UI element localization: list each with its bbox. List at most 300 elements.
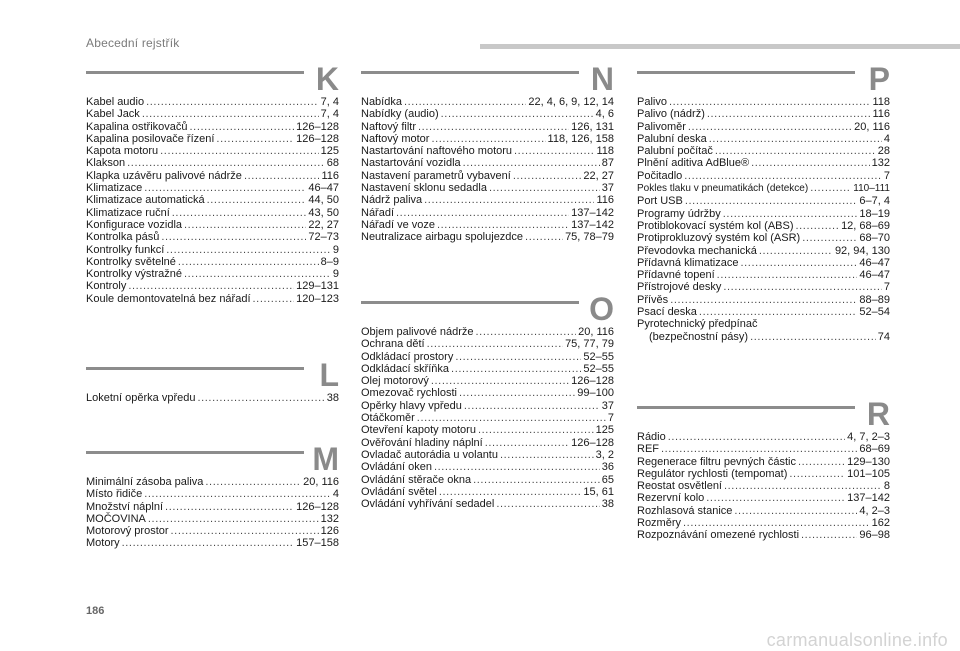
index-entry[interactable] bbox=[86, 182, 339, 194]
index-entry[interactable] bbox=[637, 443, 890, 455]
entry-page-ref[interactable]: 116 bbox=[596, 194, 614, 207]
entry-page-ref[interactable]: 129–130 bbox=[847, 455, 890, 468]
dot-leader bbox=[478, 424, 594, 436]
entry-page-ref[interactable]: 96–98 bbox=[859, 529, 890, 542]
dot-leader bbox=[146, 96, 319, 108]
entry-page-ref[interactable]: 126 bbox=[320, 525, 339, 538]
entry-label: REF bbox=[637, 443, 659, 456]
entry-label: Kabel Jack bbox=[86, 108, 140, 121]
section-rule bbox=[86, 451, 304, 454]
dot-leader bbox=[434, 461, 600, 473]
section-header bbox=[86, 62, 339, 96]
entry-page-ref[interactable]: 126–128 bbox=[296, 500, 339, 513]
index-entry[interactable] bbox=[361, 194, 614, 206]
entry-label: Olej motorový bbox=[361, 375, 429, 388]
index-entry[interactable] bbox=[637, 208, 890, 220]
entry-page-ref[interactable]: 137–142 bbox=[571, 218, 614, 231]
index-entry[interactable] bbox=[361, 133, 614, 145]
entry-label: Rozpoznávání omezené rychlosti bbox=[637, 529, 800, 542]
entry-label: Konfigurace vozidla bbox=[86, 218, 183, 231]
entry-label: Místo řidiče bbox=[86, 488, 143, 501]
index-entry[interactable] bbox=[637, 257, 890, 269]
dot-leader bbox=[142, 108, 319, 120]
index-entry[interactable] bbox=[86, 488, 339, 500]
entry-page-ref[interactable]: 46–47 bbox=[308, 182, 339, 195]
index-entry[interactable] bbox=[361, 474, 614, 486]
index-entry[interactable] bbox=[637, 133, 890, 145]
entry-page-ref[interactable]: 9 bbox=[332, 268, 339, 281]
dot-leader bbox=[424, 194, 594, 206]
entry-page-ref[interactable]: 52–55 bbox=[583, 350, 614, 363]
section-letter: L bbox=[319, 357, 339, 393]
dot-leader bbox=[197, 392, 324, 404]
entry-label: Přístrojové desky bbox=[637, 281, 722, 294]
entry-label: Kontrolka pásů bbox=[86, 231, 160, 244]
page-title: Abecední rejstřík bbox=[86, 36, 180, 50]
entry-page-ref[interactable]: 22, 4, 6, 9, 12, 14 bbox=[528, 96, 614, 108]
entry-label: Loketní opěrka vpředu bbox=[86, 392, 196, 404]
index-entry[interactable] bbox=[637, 170, 890, 182]
entry-label: Rozměry bbox=[637, 517, 682, 530]
index-entry[interactable] bbox=[637, 318, 890, 330]
index-entry[interactable] bbox=[637, 480, 890, 492]
entry-page-ref[interactable]: 118 bbox=[596, 145, 614, 158]
entry-label: MOČOVINA bbox=[86, 512, 146, 525]
index-entry[interactable] bbox=[86, 513, 339, 525]
dot-leader bbox=[127, 157, 325, 169]
entry-label: Ovládání oken bbox=[361, 461, 432, 474]
entry-label: Pokles tlaku v pneumatikách (detekce) bbox=[637, 183, 809, 195]
dot-leader bbox=[441, 108, 594, 120]
index-entry[interactable] bbox=[86, 392, 339, 404]
entry-label: Palivo (nádrž) bbox=[637, 108, 705, 121]
entry-page-ref[interactable]: 72–73 bbox=[308, 231, 339, 244]
entry-page-ref[interactable]: 38 bbox=[326, 392, 339, 404]
entry-page-ref[interactable]: 75, 78–79 bbox=[565, 231, 614, 244]
index-entry[interactable] bbox=[86, 231, 339, 243]
dot-leader bbox=[128, 280, 294, 292]
index-entry[interactable] bbox=[86, 501, 339, 513]
index-entry[interactable] bbox=[361, 461, 614, 473]
index-entry[interactable] bbox=[637, 456, 890, 468]
entry-label: Převodovka mechanická bbox=[637, 244, 757, 257]
entry-label: Rezervní kolo bbox=[637, 492, 705, 505]
entry-label: Naftový filtr bbox=[361, 120, 417, 133]
entry-page-ref[interactable]: 88–89 bbox=[859, 293, 890, 306]
entry-page-ref[interactable]: 110–111 bbox=[853, 183, 890, 195]
entry-label: Nářadí ve voze bbox=[361, 218, 435, 231]
dot-leader bbox=[715, 145, 876, 157]
entry-label: Regenerace filtru pevných částic bbox=[637, 455, 796, 468]
dot-leader bbox=[253, 293, 295, 305]
dot-leader bbox=[178, 256, 319, 268]
entry-page-ref[interactable]: 137–142 bbox=[847, 492, 890, 505]
dot-leader bbox=[427, 338, 563, 350]
entry-label: Kapalina posilovače řízení bbox=[86, 132, 215, 145]
entry-label: Nářadí bbox=[361, 206, 395, 219]
dot-leader bbox=[717, 269, 858, 281]
entry-page-ref[interactable]: 126–128 bbox=[296, 120, 339, 133]
index-entry[interactable] bbox=[637, 121, 890, 133]
entry-page-ref[interactable]: 4 bbox=[332, 488, 339, 501]
index-entry[interactable] bbox=[86, 280, 339, 292]
dot-leader bbox=[796, 220, 840, 232]
index-entry[interactable] bbox=[361, 363, 614, 375]
index-entry[interactable] bbox=[637, 431, 890, 443]
entry-label: Motory bbox=[86, 537, 120, 550]
watermark: carmanualsonline.info bbox=[766, 630, 948, 650]
entry-list bbox=[637, 96, 890, 343]
entry-page-ref[interactable]: 9 bbox=[332, 243, 339, 256]
index-entry[interactable] bbox=[86, 133, 339, 145]
entry-label: Regulátor rychlosti (tempomat) bbox=[637, 467, 788, 480]
dot-leader bbox=[661, 443, 857, 455]
entry-page-ref[interactable]: 162 bbox=[871, 517, 890, 530]
index-section-m bbox=[86, 442, 339, 550]
dot-leader bbox=[723, 281, 882, 293]
entry-page-ref[interactable]: 68–70 bbox=[859, 232, 890, 245]
index-entry[interactable] bbox=[637, 108, 890, 120]
index-section-r bbox=[637, 397, 890, 542]
entry-page-ref[interactable]: 120–123 bbox=[296, 292, 339, 305]
entry-label: Kapota motoru bbox=[86, 145, 159, 158]
dot-leader bbox=[184, 219, 306, 231]
entry-label: Kontroly bbox=[86, 280, 127, 293]
index-entry[interactable] bbox=[361, 207, 614, 219]
index-entry[interactable] bbox=[637, 529, 890, 541]
entry-page-ref[interactable]: 75, 77, 79 bbox=[565, 338, 614, 351]
entry-label: Nabídky (audio) bbox=[361, 108, 439, 121]
entry-page-ref[interactable]: 99–100 bbox=[577, 387, 614, 400]
dot-leader bbox=[489, 182, 600, 194]
entry-label: Klimatizace bbox=[86, 182, 143, 195]
page-header bbox=[0, 0, 960, 50]
dot-leader bbox=[122, 537, 295, 549]
entry-page-ref[interactable]: 28 bbox=[877, 145, 890, 158]
index-entry[interactable] bbox=[637, 157, 890, 169]
entry-page-ref[interactable]: 125 bbox=[320, 145, 339, 158]
entry-label: Ovládání světel bbox=[361, 485, 437, 498]
index-entry[interactable] bbox=[637, 182, 890, 195]
entry-page-ref[interactable]: 20, 116 bbox=[578, 326, 614, 338]
dot-leader bbox=[396, 207, 569, 219]
entry-label: Otáčkoměr bbox=[361, 412, 415, 425]
entry-label: Přídavná klimatizace bbox=[637, 256, 739, 269]
dot-leader bbox=[707, 108, 871, 120]
entry-page-ref[interactable]: 20, 116 bbox=[303, 476, 339, 488]
dot-leader bbox=[171, 525, 319, 537]
entry-page-ref[interactable]: 52–55 bbox=[583, 362, 614, 375]
entry-list bbox=[86, 392, 339, 404]
index-entry[interactable] bbox=[637, 269, 890, 281]
index-entry[interactable] bbox=[86, 121, 339, 133]
dot-leader bbox=[669, 96, 870, 108]
entry-page-ref[interactable]: 125 bbox=[595, 424, 614, 437]
dot-leader bbox=[216, 133, 294, 145]
index-entry[interactable] bbox=[637, 492, 890, 504]
dot-leader bbox=[439, 486, 582, 498]
dot-leader bbox=[670, 294, 857, 306]
entry-label: Množství náplní bbox=[86, 500, 164, 513]
index-entry[interactable] bbox=[637, 195, 890, 207]
section-rule bbox=[637, 406, 855, 409]
dot-leader bbox=[144, 488, 331, 500]
index-entry[interactable] bbox=[361, 108, 614, 120]
index-entry[interactable] bbox=[637, 517, 890, 529]
dot-leader bbox=[525, 231, 563, 243]
index-entry[interactable] bbox=[86, 207, 339, 219]
entry-label: Klakson bbox=[86, 157, 126, 170]
entry-page-ref[interactable]: 65 bbox=[601, 473, 614, 486]
index-entry[interactable] bbox=[361, 375, 614, 387]
entry-page-ref[interactable]: 118, 126, 158 bbox=[547, 132, 614, 145]
entry-page-ref[interactable]: 129–131 bbox=[296, 280, 339, 293]
entry-page-ref[interactable]: 118 bbox=[872, 96, 890, 108]
index-entry[interactable] bbox=[361, 170, 614, 182]
entry-page-ref[interactable]: 38 bbox=[601, 498, 614, 511]
index-entry[interactable] bbox=[86, 219, 339, 231]
dot-leader bbox=[514, 145, 594, 157]
section-rule bbox=[361, 301, 579, 304]
index-entry[interactable] bbox=[637, 220, 890, 232]
entry-page-ref[interactable]: 68–69 bbox=[859, 443, 890, 456]
entry-page-ref[interactable]: 7 bbox=[883, 281, 890, 294]
entry-page-ref[interactable]: 15, 61 bbox=[583, 485, 614, 498]
dot-leader bbox=[513, 170, 582, 182]
entry-page-ref[interactable]: 126–128 bbox=[296, 132, 339, 145]
entry-page-ref[interactable]: 116 bbox=[872, 108, 890, 121]
index-entry[interactable] bbox=[361, 486, 614, 498]
index-entry[interactable] bbox=[361, 182, 614, 194]
section-rule bbox=[86, 367, 304, 370]
index-entry[interactable] bbox=[361, 437, 614, 449]
index-entry[interactable] bbox=[637, 505, 890, 517]
dot-leader bbox=[244, 170, 320, 182]
entry-label: Odkládací prostory bbox=[361, 350, 454, 363]
entry-page-ref[interactable]: 132 bbox=[320, 512, 339, 525]
entry-page-ref[interactable]: 132 bbox=[871, 157, 890, 170]
section-header bbox=[637, 62, 890, 96]
entry-page-ref[interactable]: 7, 4 bbox=[320, 96, 339, 108]
entry-page-ref[interactable]: 37 bbox=[601, 182, 614, 195]
entry-page-ref[interactable]: 7, 4 bbox=[320, 108, 339, 121]
index-entry[interactable] bbox=[86, 145, 339, 157]
entry-label: Port USB bbox=[637, 195, 683, 208]
index-entry[interactable] bbox=[86, 244, 339, 256]
section-letter: K bbox=[315, 61, 339, 97]
entry-page-ref[interactable]: 8–9 bbox=[320, 255, 339, 268]
index-entry[interactable] bbox=[361, 400, 614, 412]
index-entry[interactable] bbox=[86, 537, 339, 549]
dot-leader bbox=[417, 412, 606, 424]
entry-label: Nastavení parametrů vybavení bbox=[361, 169, 511, 182]
dot-leader bbox=[706, 492, 845, 504]
entry-label: Naftový motor bbox=[361, 132, 430, 145]
dot-leader bbox=[485, 437, 569, 449]
entry-page-ref[interactable]: 46–47 bbox=[859, 269, 890, 282]
entry-label: Ovládání stěrače okna bbox=[361, 473, 472, 486]
entry-label: Klimatizace ruční bbox=[86, 206, 170, 219]
dot-leader bbox=[431, 133, 545, 145]
entry-label: Klapka uzávěru palivové nádrže bbox=[86, 169, 242, 182]
section-header bbox=[637, 397, 890, 431]
entry-page-ref[interactable]: 18–19 bbox=[859, 207, 890, 220]
entry-page-ref[interactable]: 22, 27 bbox=[308, 218, 339, 231]
entry-page-ref[interactable]: 126–128 bbox=[571, 375, 614, 388]
entry-label: Objem palivové nádrže bbox=[361, 326, 474, 338]
entry-page-ref[interactable]: 3, 2 bbox=[595, 448, 614, 461]
entry-list bbox=[86, 96, 339, 305]
entry-page-ref[interactable]: 4, 2–3 bbox=[859, 504, 890, 517]
index-entry[interactable] bbox=[361, 338, 614, 350]
section-letter: R bbox=[866, 396, 890, 432]
index-entry[interactable] bbox=[361, 326, 614, 338]
dot-leader bbox=[464, 400, 600, 412]
entry-list bbox=[86, 476, 339, 550]
dot-leader bbox=[699, 306, 857, 318]
dot-leader bbox=[205, 476, 301, 488]
index-entry[interactable] bbox=[86, 194, 339, 206]
entry-label: Ovládání vyhřívání sedadel bbox=[361, 498, 495, 511]
section-header bbox=[86, 358, 339, 392]
index-entry[interactable] bbox=[86, 96, 339, 108]
index-entry[interactable] bbox=[86, 256, 339, 268]
index-entry[interactable] bbox=[361, 231, 614, 243]
entry-page-ref[interactable]: 92, 94, 130 bbox=[834, 244, 890, 257]
entry-page-ref[interactable]: 22, 27 bbox=[583, 169, 614, 182]
entry-page-ref[interactable]: 52–54 bbox=[859, 306, 890, 319]
entry-page-ref[interactable]: 126–128 bbox=[571, 436, 614, 449]
index-entry[interactable] bbox=[86, 108, 339, 120]
index-entry[interactable] bbox=[637, 306, 890, 318]
entry-page-ref[interactable]: 43, 50 bbox=[308, 206, 339, 219]
entry-page-ref[interactable]: 74 bbox=[877, 330, 890, 343]
dot-leader bbox=[751, 157, 870, 169]
dot-leader bbox=[683, 517, 870, 529]
index-entry[interactable] bbox=[361, 121, 614, 133]
entry-page-ref[interactable]: 37 bbox=[601, 399, 614, 412]
entry-page-ref[interactable]: 8 bbox=[883, 480, 890, 493]
dot-leader bbox=[801, 529, 857, 541]
entry-page-ref[interactable]: 36 bbox=[601, 461, 614, 474]
index-section-k bbox=[86, 62, 339, 305]
index-entry[interactable] bbox=[361, 145, 614, 157]
entry-page-ref[interactable]: 12, 68–69 bbox=[841, 219, 890, 232]
index-entry[interactable] bbox=[361, 157, 614, 169]
index-entry[interactable] bbox=[637, 232, 890, 244]
entry-label: Ochrana dětí bbox=[361, 338, 425, 351]
index-entry[interactable] bbox=[86, 293, 339, 305]
index-entry[interactable] bbox=[86, 268, 339, 280]
dot-leader bbox=[734, 505, 857, 517]
section-rule bbox=[637, 71, 855, 74]
dot-leader bbox=[207, 194, 307, 206]
entry-label: Plnění aditiva AdBlue® bbox=[637, 157, 750, 170]
index-entry[interactable] bbox=[361, 219, 614, 231]
entry-page-ref[interactable]: 116 bbox=[321, 169, 339, 182]
index-entry[interactable] bbox=[361, 96, 614, 108]
entry-page-ref[interactable]: 68 bbox=[326, 157, 339, 170]
section-letter: N bbox=[590, 61, 614, 97]
index-entry[interactable] bbox=[361, 387, 614, 399]
entry-label: Ověřování hladiny náplní bbox=[361, 436, 483, 449]
index-section-p bbox=[637, 62, 890, 343]
entry-page-ref[interactable]: 6–7, 4 bbox=[859, 195, 890, 208]
entry-page-ref[interactable]: 4, 6 bbox=[595, 108, 614, 121]
dot-leader bbox=[184, 268, 331, 280]
dot-leader bbox=[148, 513, 319, 525]
index-entry[interactable] bbox=[361, 412, 614, 424]
index-entry[interactable] bbox=[86, 170, 339, 182]
entry-label: Ovladač autorádia u volantu bbox=[361, 448, 498, 461]
dot-leader bbox=[473, 474, 600, 486]
entry-page-ref[interactable]: 20, 116 bbox=[854, 120, 890, 133]
entry-page-ref[interactable]: 44, 50 bbox=[308, 194, 339, 207]
index-entry[interactable] bbox=[361, 351, 614, 363]
entry-page-ref[interactable]: 4, 7, 2–3 bbox=[847, 431, 890, 443]
entry-label: Nádrž paliva bbox=[361, 194, 423, 207]
index-entry[interactable] bbox=[361, 424, 614, 436]
index-entry[interactable] bbox=[637, 294, 890, 306]
index-entry[interactable] bbox=[637, 281, 890, 293]
entry-list bbox=[361, 326, 614, 510]
entry-label: Opěrky hlavy vpředu bbox=[361, 399, 462, 412]
dot-leader bbox=[455, 351, 581, 363]
entry-page-ref[interactable]: 7 bbox=[607, 412, 614, 425]
dot-leader bbox=[500, 449, 594, 461]
index-entry[interactable] bbox=[637, 145, 890, 157]
section-header bbox=[361, 62, 614, 96]
entry-page-ref[interactable]: 46–47 bbox=[859, 256, 890, 269]
entry-label: Kabel audio bbox=[86, 96, 145, 108]
entry-label: Nastartování naftového motoru bbox=[361, 145, 513, 158]
entry-page-ref[interactable]: 126, 131 bbox=[571, 120, 614, 133]
dot-leader bbox=[459, 387, 575, 399]
index-entry[interactable] bbox=[637, 245, 890, 257]
entry-page-ref[interactable]: 157–158 bbox=[296, 537, 339, 550]
dot-leader bbox=[476, 326, 577, 338]
index-entry[interactable] bbox=[86, 476, 339, 488]
entry-label: Odkládací skříňka bbox=[361, 362, 450, 375]
entry-page-ref[interactable]: 137–142 bbox=[571, 206, 614, 219]
index-entry[interactable] bbox=[637, 96, 890, 108]
index-entry[interactable] bbox=[637, 468, 890, 480]
entry-label: Klimatizace automatická bbox=[86, 194, 205, 207]
section-rule bbox=[361, 71, 579, 74]
index-entry[interactable] bbox=[86, 157, 339, 169]
entry-page-ref[interactable]: 101–105 bbox=[847, 467, 890, 480]
entry-label: Motorový prostor bbox=[86, 525, 169, 538]
index-entry[interactable] bbox=[361, 498, 614, 510]
entry-page-ref[interactable]: 87 bbox=[601, 157, 614, 170]
dot-leader bbox=[750, 331, 876, 343]
dot-leader bbox=[144, 182, 306, 194]
entry-page-ref[interactable]: 4 bbox=[883, 132, 890, 145]
entry-list bbox=[361, 96, 614, 244]
section-rule bbox=[86, 71, 304, 74]
dot-leader bbox=[789, 468, 845, 480]
entry-page-ref[interactable]: 7 bbox=[883, 169, 890, 182]
entry-label: (bezpečnostní pásy) bbox=[649, 330, 749, 343]
entry-label: Přídavné topení bbox=[637, 269, 715, 282]
index-entry[interactable] bbox=[86, 525, 339, 537]
dot-leader bbox=[724, 480, 882, 492]
dot-leader bbox=[759, 245, 833, 257]
index-entry[interactable] bbox=[637, 331, 890, 343]
entry-list bbox=[637, 431, 890, 542]
index-entry[interactable] bbox=[361, 449, 614, 461]
dot-leader bbox=[688, 121, 852, 133]
